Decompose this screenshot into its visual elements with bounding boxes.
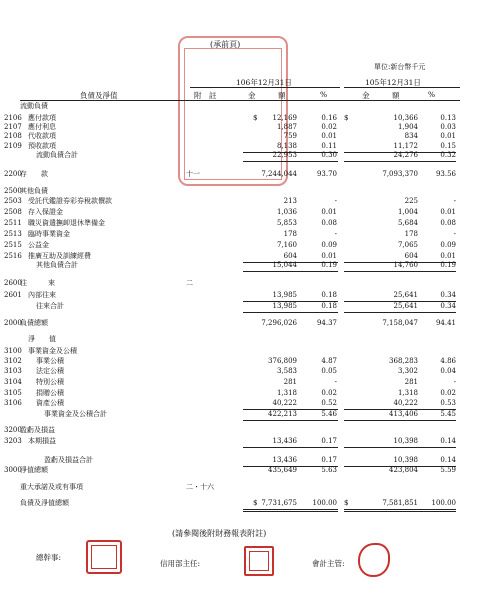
amount-prior: 7,581,851: [382, 499, 418, 507]
percent-prior: 0.14: [440, 437, 456, 445]
table-row: [0, 425, 480, 436]
percent-current: 5.46: [321, 410, 337, 418]
manager-seal-stamp: [86, 540, 122, 574]
percent-current: 0.18: [321, 291, 337, 299]
account-label: 淨值總額: [20, 466, 48, 474]
table-row: [0, 334, 480, 345]
amount-current: 422,213: [268, 410, 297, 418]
account-code: 3106: [4, 399, 22, 407]
percent-current: 0.19: [321, 261, 337, 269]
amount-prior: 368,283: [389, 357, 418, 365]
amount-prior: 1,904: [397, 123, 418, 131]
amount-current: 376,809: [268, 357, 297, 365]
amount-prior: 281: [404, 378, 418, 386]
pct2-header: %: [428, 90, 436, 99]
accountant-signature-label: 會計主管:: [312, 559, 345, 568]
account-label: 推廣互助及訓練經費: [28, 252, 91, 260]
table-row: [0, 366, 480, 377]
note-ref: 十一: [186, 170, 200, 178]
amount-prior: 14,760: [393, 261, 418, 269]
account-code: 2109: [4, 142, 22, 150]
amount-current: 213: [283, 197, 297, 205]
account-code: 2200: [4, 170, 22, 178]
percent-prior: 0.53: [440, 399, 456, 407]
table-row: [0, 465, 480, 476]
percent-current: 0.05: [321, 367, 337, 375]
amount-current: 435,649: [268, 466, 297, 474]
table-row: [0, 278, 480, 289]
account-label: 應付利息: [28, 123, 56, 131]
amount-prior: 423,804: [389, 466, 418, 474]
account-label: 流動負債合計: [36, 151, 78, 159]
percent-current: 0.11: [321, 142, 337, 150]
percent-current: -: [334, 197, 337, 205]
percent-prior: 0.09: [440, 241, 456, 249]
amount-current: 13,436: [272, 437, 297, 445]
account-code: 2513: [4, 230, 22, 238]
percent-current: 5.63: [321, 466, 337, 474]
unit-label: 單位:新台幣千元: [374, 63, 426, 71]
year2-header: 105年12月31日: [365, 78, 421, 87]
currency-symbol: $: [253, 499, 258, 507]
percent-prior: 94.41: [435, 319, 456, 327]
amount-prior: 3,302: [397, 367, 418, 375]
amount-prior: 7,065: [397, 241, 418, 249]
percent-prior: 0.19: [440, 261, 456, 269]
credit-head-signature-label: 信用部主任:: [160, 559, 201, 568]
percent-prior: 100.00: [431, 499, 456, 507]
amount-current: 15,044: [272, 261, 297, 269]
amount-current: 13,985: [272, 291, 297, 299]
account-label: 預收款項: [28, 142, 56, 150]
note-column-header: 附 註: [194, 91, 217, 100]
table-row: [0, 150, 480, 161]
percent-current: 94.37: [316, 319, 337, 327]
accountant-seal-stamp: [358, 543, 390, 577]
account-label: 盈虧及損益合計: [44, 456, 93, 464]
account-code: 2503: [4, 197, 22, 205]
amount-prior: 1,318: [397, 389, 418, 397]
amount-prior: 11,172: [393, 142, 418, 150]
account-code: 3100: [4, 347, 22, 355]
year1-header: 106年12月31日: [236, 78, 292, 87]
account-label: 職災資遣撫卹退休準備金: [28, 219, 105, 227]
amount-current: 759: [283, 132, 297, 140]
percent-current: 0.02: [321, 123, 337, 131]
amount-prior: 10,366: [393, 114, 418, 122]
account-code: 3104: [4, 378, 22, 386]
account-code: 2000: [4, 319, 22, 327]
percent-current: 0.16: [321, 114, 337, 122]
table-row: [0, 318, 480, 329]
amount-prior: 834: [404, 132, 418, 140]
account-code: 2511: [4, 219, 22, 227]
table-row: [0, 409, 480, 420]
amount-current: 1,036: [276, 208, 297, 216]
account-label: 受託代鑑證券彩券稅款價款: [28, 197, 112, 205]
percent-current: -: [334, 230, 337, 238]
percent-prior: 0.04: [440, 367, 456, 375]
note-ref: 二: [186, 279, 193, 287]
table-row: [0, 218, 480, 229]
percent-prior: 5.59: [440, 466, 456, 474]
account-label: 往 來: [20, 279, 55, 287]
amount-current: 22,953: [272, 151, 297, 159]
percent-prior: -: [453, 230, 456, 238]
table-row: [0, 240, 480, 251]
amount1-header: 金 額: [248, 91, 286, 100]
percent-current: 0.18: [321, 302, 337, 310]
account-label: 負債總額: [20, 319, 48, 327]
account-label: 其他負債合計: [36, 261, 78, 269]
account-code: 3103: [4, 367, 22, 375]
account-code: 2601: [4, 291, 22, 299]
amount-prior: 25,641: [393, 291, 418, 299]
account-code: 2508: [4, 208, 22, 216]
account-label: 資產公積: [36, 399, 64, 407]
account-label: 淨 值: [28, 335, 56, 343]
manager-signature-label: 總幹事:: [36, 553, 62, 562]
account-label: 本期損益: [28, 437, 56, 445]
account-code: 2516: [4, 252, 22, 260]
amount-prior: 7,093,370: [382, 170, 418, 178]
percent-prior: 5.45: [440, 410, 456, 418]
amount-current: 5,853: [276, 219, 297, 227]
pct1-header: %: [320, 90, 328, 99]
percent-current: 0.01: [321, 132, 337, 140]
note-ref: 二・十六: [186, 483, 214, 491]
amount-current: 7,160: [276, 241, 297, 249]
account-label: 重大承諾及或有事項: [20, 483, 83, 491]
account-code: 3200: [4, 426, 22, 434]
amount-current: 8,138: [276, 142, 297, 150]
percent-current: 0.01: [321, 208, 337, 216]
account-label: 往來合計: [36, 302, 64, 310]
amount-prior: 10,398: [393, 456, 418, 464]
amount-prior: 413,406: [389, 410, 418, 418]
amount-prior: 10,398: [393, 437, 418, 445]
percent-prior: 0.32: [440, 151, 456, 159]
amount-current: 7,244,044: [261, 170, 297, 178]
amount-current: 13,985: [272, 302, 297, 310]
percent-prior: 0.02: [440, 389, 456, 397]
amount-prior: 5,684: [397, 219, 418, 227]
amount-prior: 24,276: [393, 151, 418, 159]
account-label: 負債及淨值總額: [20, 499, 69, 507]
amount-prior: 7,158,047: [382, 319, 418, 327]
table-row: [0, 398, 480, 409]
footer-note: (請參閱後附財務報表附註): [172, 529, 267, 538]
amount-current: 1,887: [276, 123, 297, 131]
percent-prior: -: [453, 197, 456, 205]
amount-current: 40,222: [272, 399, 297, 407]
percent-prior: 0.15: [440, 142, 456, 150]
percent-current: -: [334, 378, 337, 386]
account-label: 存入保證金: [28, 208, 63, 216]
amount-prior: 25,641: [393, 302, 418, 310]
percent-current: 0.08: [321, 219, 337, 227]
account-code: 2500: [4, 187, 22, 195]
amount-prior: 604: [404, 252, 418, 260]
amount-current: 281: [283, 378, 297, 386]
amount-prior: 40,222: [393, 399, 418, 407]
percent-prior: 0.03: [440, 123, 456, 131]
account-code: 3105: [4, 389, 22, 397]
account-code: 3102: [4, 357, 22, 365]
account-label: 其他負債: [20, 187, 48, 195]
account-label: 法定公積: [36, 367, 64, 375]
account-label: 流動負債: [20, 102, 48, 110]
account-code: 2106: [4, 114, 22, 122]
account-label: 存 款: [20, 170, 48, 178]
account-label: 事業資金及公積合計: [44, 410, 107, 418]
amount-current: 3,583: [276, 367, 297, 375]
table-row: [0, 260, 480, 271]
table-row: [0, 482, 480, 493]
percent-prior: -: [453, 378, 456, 386]
percent-current: 0.30: [321, 151, 337, 159]
account-code: 3203: [4, 437, 22, 445]
table-row: [0, 196, 480, 207]
account-code: 2107: [4, 123, 22, 131]
percent-current: 0.52: [321, 399, 337, 407]
currency-symbol: $: [253, 114, 258, 122]
table-row: [0, 498, 480, 509]
amount-current: 178: [283, 230, 297, 238]
percent-current: 4.87: [321, 357, 337, 365]
table-row: [0, 229, 480, 240]
table-row: [0, 169, 480, 180]
account-label: 應付款項: [28, 114, 56, 122]
percent-prior: 0.34: [440, 291, 456, 299]
account-code: 2108: [4, 132, 22, 140]
currency-symbol: $: [344, 499, 349, 507]
percent-prior: 0.34: [440, 302, 456, 310]
percent-current: 93.70: [316, 170, 337, 178]
credit-head-seal-stamp: [244, 546, 274, 576]
amount-prior: 225: [404, 197, 418, 205]
continued-label: (承前頁): [210, 40, 241, 49]
percent-current: 0.09: [321, 241, 337, 249]
amount-current: 7,296,026: [261, 319, 297, 327]
account-label: 事業公積: [36, 357, 64, 365]
percent-prior: 0.01: [440, 252, 456, 260]
account-label: 代收款項: [28, 132, 56, 140]
percent-current: 0.17: [321, 437, 337, 445]
percent-current: 0.02: [321, 389, 337, 397]
section-title-header: 負債及淨值: [80, 91, 118, 100]
percent-current: 100.00: [312, 499, 337, 507]
percent-current: 0.17: [321, 456, 337, 464]
table-row: [0, 301, 480, 312]
percent-prior: 0.01: [440, 132, 456, 140]
table-row: [0, 207, 480, 218]
account-label: 特別公積: [36, 378, 64, 386]
account-code: 3000: [4, 466, 22, 474]
amount-current: 1,318: [276, 389, 297, 397]
account-code: 2600: [4, 279, 22, 287]
percent-prior: 0.14: [440, 456, 456, 464]
amount-current: 13,436: [272, 456, 297, 464]
table-row: [0, 101, 480, 112]
account-label: 公益金: [28, 241, 49, 249]
amount-current: 12,169: [272, 114, 297, 122]
account-label: 臨時事業資金: [28, 230, 70, 238]
account-code: 2515: [4, 241, 22, 249]
amount-prior: 1,004: [397, 208, 418, 216]
percent-prior: 0.08: [440, 219, 456, 227]
table-row: [0, 377, 480, 388]
currency-symbol: $: [344, 114, 349, 122]
percent-prior: 4.86: [440, 357, 456, 365]
percent-prior: 0.13: [440, 114, 456, 122]
percent-prior: 0.01: [440, 208, 456, 216]
amount-current: 604: [283, 252, 297, 260]
account-label: 內部往來: [28, 291, 56, 299]
account-label: 盈虧及損益: [20, 426, 55, 434]
percent-prior: 93.56: [435, 170, 456, 178]
amount2-header: 金 額: [362, 91, 400, 100]
account-label: 捐贈公積: [36, 389, 64, 397]
table-row: [0, 290, 480, 301]
amount-prior: 178: [404, 230, 418, 238]
account-label: 事業資金及公積: [28, 347, 77, 355]
table-row: [0, 436, 480, 447]
percent-current: 0.01: [321, 252, 337, 260]
amount-current: 7,731,675: [261, 499, 297, 507]
